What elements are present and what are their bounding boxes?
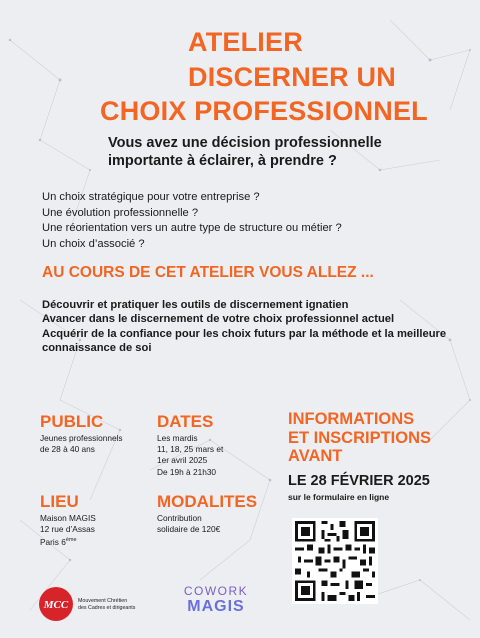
title-line-1: ATELIER <box>188 27 303 57</box>
modalites-text <box>157 513 220 535</box>
deadline-subtext: sur le formulaire en ligne <box>288 492 390 502</box>
cowork-logo-bottom: MAGIS <box>187 598 245 615</box>
question-item: Un choix stratégique pour votre entreprise ? <box>42 191 260 203</box>
lieu-line-1: Maison MAGIS <box>40 513 96 523</box>
cowork-logo-top: COWORK <box>183 584 249 598</box>
goal-item: Avancer dans le discernement de votre choix professionnel actuel <box>42 313 395 326</box>
goal-item: Acquérir de la confiance pour les choix futurs par la méthode et la meilleure connaissance de soi <box>42 327 447 354</box>
goal-list <box>42 298 457 355</box>
question-item: Un choix d’associé ? <box>42 237 145 250</box>
atelier-section-heading: AU COURS DE CET ATELIER VOUS ALLEZ ... <box>42 264 374 281</box>
dates-line-2: 11, 18, 25 mars et <box>157 444 224 455</box>
info-line-1: INFORMATIONS <box>288 410 415 428</box>
public-line-1: Jeunes professionnels <box>40 433 123 443</box>
dates-text <box>157 433 223 478</box>
public-text <box>40 433 123 455</box>
mcc-line-2: des Cadres et dirigeants <box>78 605 136 611</box>
goal-item: Découvrir et pratiquer les outils de discernement ignatien <box>42 299 349 311</box>
lieu-heading: LIEU <box>40 492 79 511</box>
mcc-caption <box>78 598 135 612</box>
dates-line-4: De 19h à 21h30 <box>157 466 217 477</box>
deadline-date: LE 28 FÉVRIER 2025 <box>288 473 430 489</box>
dates-line-3: 1er avril 2025 <box>157 455 208 466</box>
intro-line-1: Vous avez une décision professionnelle <box>108 135 382 151</box>
public-line-2: de 28 à 40 ans <box>40 444 95 455</box>
mcc-logo-icon <box>38 586 74 622</box>
question-item: Une évolution professionnelle ? <box>42 206 199 219</box>
question-list <box>42 190 462 252</box>
question-item: Une réorientation vers un autre type de structure ou métier ? <box>42 222 342 235</box>
dates-line-1: Les mardis <box>157 433 198 443</box>
modalites-heading: MODALITES <box>157 492 258 511</box>
lieu-text <box>40 513 96 548</box>
mcc-logo-text: MCC <box>43 599 69 611</box>
lieu-line-3-main: Paris 6 <box>40 537 66 548</box>
modalites-line-1: Contribution <box>157 513 202 523</box>
modalites-line-2: solidaire de 120€ <box>157 524 221 535</box>
public-heading: PUBLIC <box>40 412 104 431</box>
mcc-line-1: Mouvement Chrétien <box>78 598 128 604</box>
info-line-3: AVANT <box>288 447 343 465</box>
dates-heading: DATES <box>157 412 214 431</box>
cowork-magis-logo <box>178 584 254 616</box>
intro-text <box>108 134 448 170</box>
info-heading <box>288 410 468 466</box>
title-line-2: DISCERNER UN <box>188 62 396 92</box>
qr-code-icon[interactable] <box>292 518 378 604</box>
title-line-3: CHOIX PROFESSIONNEL <box>100 96 428 126</box>
lieu-line-2: 12 rue d’Assas <box>40 524 95 535</box>
intro-line-2: importante à éclairer, à prendre ? <box>108 153 337 169</box>
lieu-line-3 <box>40 535 96 548</box>
info-line-2: ET INSCRIPTIONS <box>288 428 432 447</box>
lieu-line-3-sup: ème <box>65 537 77 544</box>
